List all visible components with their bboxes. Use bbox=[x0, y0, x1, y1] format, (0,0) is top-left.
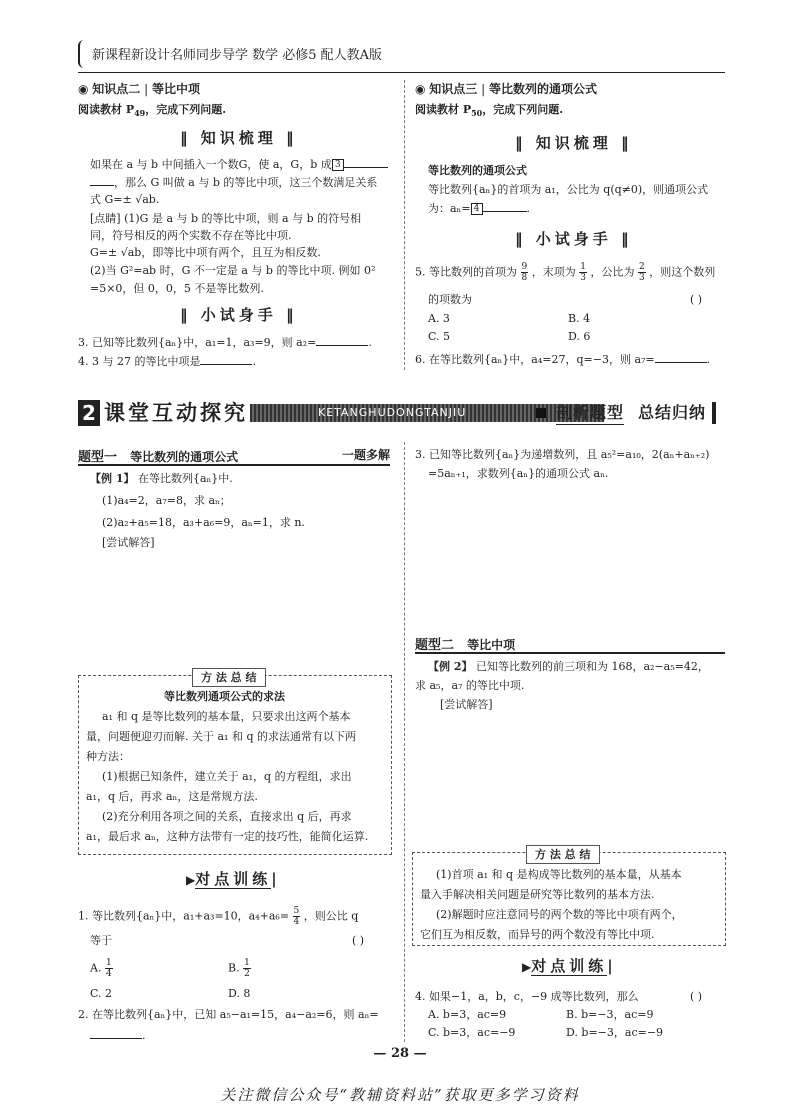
header-title: 新课程新设计名师同步导学 数学 必修5 配人教A版 bbox=[92, 48, 383, 63]
method-line4: (1)根据已知条件，建立关于 a₁，q 的方程组，求出 bbox=[102, 770, 352, 783]
kp2-line2: ，那么 G 叫做 a 与 b 的等比中项，这三个数满足关系 bbox=[90, 173, 377, 191]
question-5-cont: 的项数为 bbox=[428, 293, 472, 306]
banner-square-icon bbox=[536, 408, 546, 418]
method-tag-2: 方 法 总 结 bbox=[526, 845, 600, 864]
option-D: D. 6 bbox=[568, 330, 591, 343]
note-line2: 同，符号相反的两个实数不存在等比中项. bbox=[90, 229, 292, 242]
kp3-line1: 等比数列{aₙ}的首项为 a₁，公比为 q(q≠0)，则通项公式 bbox=[428, 183, 709, 196]
answer-paren: ( ) bbox=[352, 934, 365, 947]
fraction: $\frac{1}{2}$ bbox=[244, 958, 250, 979]
column-divider-main bbox=[404, 442, 405, 1042]
option-B: B. b=−3，ac=9 bbox=[566, 1008, 654, 1021]
method-tag: 方 法 总 结 bbox=[192, 668, 266, 687]
question-6: 6. 在等比数列{aₙ}中，a₄=27，q=−3，则 a₇= . bbox=[415, 350, 710, 368]
bullet-icon: ◉ bbox=[415, 82, 430, 96]
banner-number-box: 2 bbox=[78, 400, 100, 426]
read-instruction: 阅读教材 $P_{49}$，完成下列问题. bbox=[78, 103, 227, 119]
method-line6: (2)充分利用各项之间的关系，直接求出 q 后，再求 bbox=[102, 810, 352, 823]
example-2-cont: 求 a₅，a₇ 的等比中项. bbox=[415, 679, 525, 692]
option-B: B. $\frac{1}{2}$ bbox=[228, 958, 250, 979]
header-bracket bbox=[78, 40, 86, 68]
kp3-line2: 为：aₙ= 4 . bbox=[428, 199, 530, 217]
example-1: 【例 1】 在等比数列{aₙ}中. bbox=[90, 472, 233, 485]
bullet-icon: ◉ bbox=[78, 82, 93, 96]
train-question-4: 4. 如果−1，a，b，c，−9 成等比数列，那么 bbox=[415, 990, 639, 1003]
try-answer-label: [尝试解答] bbox=[102, 536, 155, 549]
note-line5: =5×0，但 0，0，5 不是等比数列. bbox=[90, 282, 264, 295]
page-number: — 28 — bbox=[373, 1046, 427, 1061]
option-B: B. 4 bbox=[568, 312, 591, 325]
header-rule bbox=[78, 72, 725, 73]
example-1-part1: (1)a₄=2，a₇=8，求 aₙ； bbox=[102, 494, 231, 507]
answer-paren: ( ) bbox=[690, 990, 703, 1003]
method-title: 等比数列通项公式的求法 bbox=[164, 690, 285, 703]
question-3-main-cont: =5aₙ₊₁，求数列{aₙ}的通项公式 aₙ. bbox=[428, 467, 609, 480]
method2-line2: 量入手解决相关问题是研究等比数列的基本方法. bbox=[420, 888, 655, 901]
footer-note: 关注微信公众号“教辅资料站”获取更多学习资料 bbox=[220, 1086, 580, 1104]
method2-line4: 它们互为相反数，而异号的两个数没有等比中项. bbox=[420, 928, 655, 941]
read-instruction-2: 阅读教材 $P_{50}$，完成下列问题. bbox=[415, 103, 564, 119]
kp2-line1: 如果在 a 与 b 中间插入一个数G，使 a，G，b 成 3 bbox=[90, 155, 388, 173]
banner-tag-summary: 总结归纳 bbox=[638, 402, 716, 424]
fraction: $\frac{1}{3}$ bbox=[580, 262, 586, 283]
training-heading: ▶对点训练| bbox=[186, 870, 277, 888]
question-5: 5. 等比数列的首项为 $\frac{9}{8}$ ，末项为 $\frac{1}{3}$ ，公比为 $\frac{2}{3}$ ，则这个数列 bbox=[415, 262, 716, 283]
arrow-icon: ▶ bbox=[186, 873, 196, 887]
note-line4: (2)当 G²=ab 时，G 不一定是 a 与 b 的等比中项. 例如 0² bbox=[90, 264, 376, 277]
section-title-knowledge: ‖ 知识梳理 ‖ bbox=[180, 129, 298, 147]
method-line5: a₁，q 后，再求 aₙ，这是常规方法. bbox=[86, 790, 258, 803]
fraction: $\frac{2}{3}$ bbox=[638, 262, 645, 283]
option-A: A. 3 bbox=[428, 312, 450, 325]
method-line2: 量，问题便迎刃而解. 关于 a₁ 和 q 的求法通常有以下两 bbox=[86, 730, 356, 743]
arrow-icon: ▶ bbox=[522, 960, 532, 974]
type2-heading: 题型二 等比中项 bbox=[415, 634, 725, 654]
train-question-1-cont: 等于 bbox=[90, 934, 112, 947]
option-C: C. 2 bbox=[90, 987, 113, 1000]
banner-pinyin: KETANGHUDONGTANJIU bbox=[318, 406, 467, 419]
method2-line3: (2)解题时应注意同号的两个数的等比中项有两个， bbox=[436, 908, 683, 921]
example-2: 【例 2】 已知等比数列的前三项和为 168，a₂−a₅=42， bbox=[428, 660, 709, 673]
option-C: C. b=3，ac=−9 bbox=[428, 1026, 516, 1039]
banner-title: 课堂互动探究 bbox=[104, 401, 248, 425]
method-line7: a₁，最后求 aₙ，这种方法带有一定的技巧性，能简化运算. bbox=[86, 830, 369, 843]
note-line1: [点睛] (1)G 是 a 与 b 的等比中项，则 a 与 b 的符号相 bbox=[90, 212, 362, 225]
kp2-heading: ◉ 知识点二 | 等比中项 bbox=[78, 82, 200, 96]
option-D: D. 8 bbox=[228, 987, 251, 1000]
train-question-1: 1. 等比数列{aₙ}中，a₁+a₃=10，a₄+a₆= $\frac{5}{4}$ ，则公比 q bbox=[78, 906, 359, 927]
section-title-knowledge-2: ‖ 知识梳理 ‖ bbox=[515, 134, 633, 152]
method-line3: 种方法： bbox=[86, 750, 130, 763]
fraction: $\frac{5}{4}$ bbox=[293, 906, 300, 927]
kp3-subtitle: 等比数列的通项公式 bbox=[428, 164, 527, 177]
question-3-main: 3. 已知等比数列{aₙ}为递增数列，且 a₅²=a₁₀，2(aₙ+aₙ₊₂) bbox=[415, 448, 710, 461]
option-A: A. $\frac{1}{4}$ bbox=[90, 958, 112, 979]
train-question-2-blank: . bbox=[90, 1026, 146, 1044]
train-question-2: 2. 在等比数列{aₙ}中，已知 a₅−a₁=15，a₄−a₂=6，则 aₙ= bbox=[78, 1008, 379, 1021]
section-title-practice-2: ‖ 小试身手 ‖ bbox=[515, 230, 633, 248]
example-1-part2: (2)a₂+a₅=18，a₃+a₆=9，aₙ=1，求 n. bbox=[102, 516, 305, 529]
option-C: C. 5 bbox=[428, 330, 451, 343]
method-line1: a₁ 和 q 是等比数列的基本量，只要求出这两个基本 bbox=[102, 710, 351, 723]
section-banner bbox=[78, 398, 726, 430]
note-line3: G=± √ab，即等比中项有两个，且互为相反数. bbox=[90, 246, 321, 259]
option-A: A. b=3，ac=9 bbox=[428, 1008, 507, 1021]
answer-paren: ( ) bbox=[690, 293, 703, 306]
column-divider-top bbox=[404, 80, 405, 370]
question-3: 3. 已知等比数列{aₙ}中，a₁=1，a₃=9，则 a₂= . bbox=[78, 333, 372, 351]
question-4: 4. 3 与 27 的等比中项是 . bbox=[78, 352, 256, 370]
kp2-line3: 式 G=± √ab. bbox=[90, 193, 160, 206]
fraction: $\frac{9}{8}$ bbox=[521, 262, 528, 283]
section-title-practice: ‖ 小试身手 ‖ bbox=[180, 306, 298, 324]
banner-tag-analysis: 剖析题型 bbox=[556, 402, 624, 425]
training-heading-2: ▶对点训练| bbox=[522, 957, 613, 975]
fraction: $\frac{1}{4}$ bbox=[105, 958, 112, 979]
option-D: D. b=−3，ac=−9 bbox=[566, 1026, 664, 1039]
method2-line1: (1)首项 a₁ 和 q 是构成等比数列的基本量，从基本 bbox=[436, 868, 682, 881]
type1-heading: 题型一 等比数列的通项公式 一题多解 bbox=[78, 448, 390, 465]
try-answer-label-2: [尝试解答] bbox=[440, 698, 493, 711]
kp3-heading: ◉ 知识点三 | 等比数列的通项公式 bbox=[415, 82, 597, 96]
